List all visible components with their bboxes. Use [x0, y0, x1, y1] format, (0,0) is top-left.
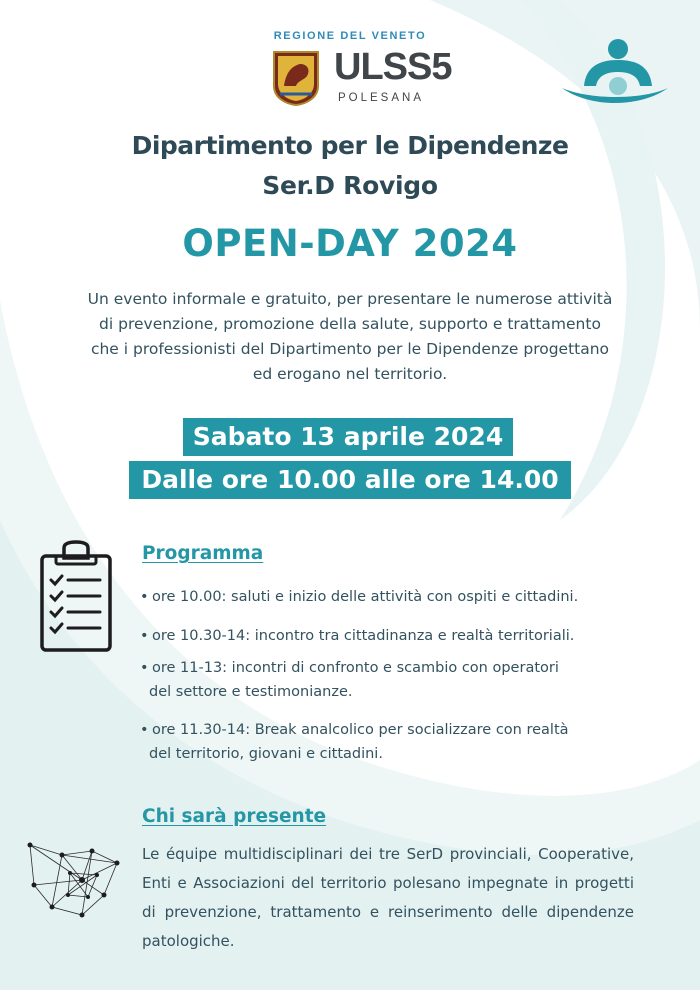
programma-item [140, 624, 670, 648]
polesana-label: POLESANA [338, 92, 424, 104]
intro-line: di prevenzione, promozione della salute, supporto e trattamento [99, 315, 601, 333]
programma-item [140, 718, 670, 766]
programma-item [140, 656, 670, 704]
ulss-wordmark: ULSS5 [334, 46, 452, 88]
programma-item-text: ore 11-13: incontri di confronto e scambio con operatori [152, 660, 559, 676]
programma-heading: Programma [142, 543, 264, 564]
family-logo-icon [560, 36, 670, 108]
bullet-icon: • [140, 589, 149, 605]
department-title: Dipartimento per le Dipendenze [131, 131, 569, 160]
presenti-heading: Chi sarà presente [142, 806, 327, 827]
presenti-paragraph: Le équipe multidisciplinari dei tre SerD provinciali, Cooperative, Enti e Associazioni del territorio polesano impegnate in progetti di prevenzione, trattamento e reinserimento delle dipendenze patologiche. [142, 845, 634, 950]
hours-banner: Dalle ore 10.00 alle ore 14.00 [129, 461, 571, 499]
event-title: OPEN-DAY 2024 [182, 222, 518, 265]
intro-line: ed erogano nel territorio. [252, 365, 448, 383]
intro-paragraph [55, 287, 645, 387]
programma-item-text: ore 10.00: saluti e inizio delle attività con ospiti e cittadini. [152, 589, 579, 605]
bullet-icon: • [140, 660, 149, 676]
region-label: REGIONE DEL VENETO [273, 30, 427, 42]
programma-item-text-cont: del territorio, giovani e cittadini. [149, 746, 383, 762]
bullet-icon: • [140, 722, 149, 738]
bullet-icon: • [140, 628, 149, 644]
crest-icon [272, 50, 320, 106]
network-icon [22, 825, 132, 935]
programma-item-text-cont: del settore e testimonianze. [149, 684, 353, 700]
service-title: Ser.D Rovigo [262, 171, 438, 200]
programma-item-text: ore 11.30-14: Break analcolico per socializzare con realtà [152, 722, 569, 738]
date-banner: Sabato 13 aprile 2024 [183, 418, 513, 456]
programma-item [140, 585, 670, 609]
programma-item-text: ore 10.30-14: incontro tra cittadinanza e realtà territoriali. [152, 628, 575, 644]
clipboard-checklist-icon [38, 540, 116, 656]
intro-line: che i professionisti del Dipartimento per le Dipendenze progettano [90, 340, 610, 358]
intro-line: Un evento informale e gratuito, per presentare le numerose attività [87, 290, 613, 308]
